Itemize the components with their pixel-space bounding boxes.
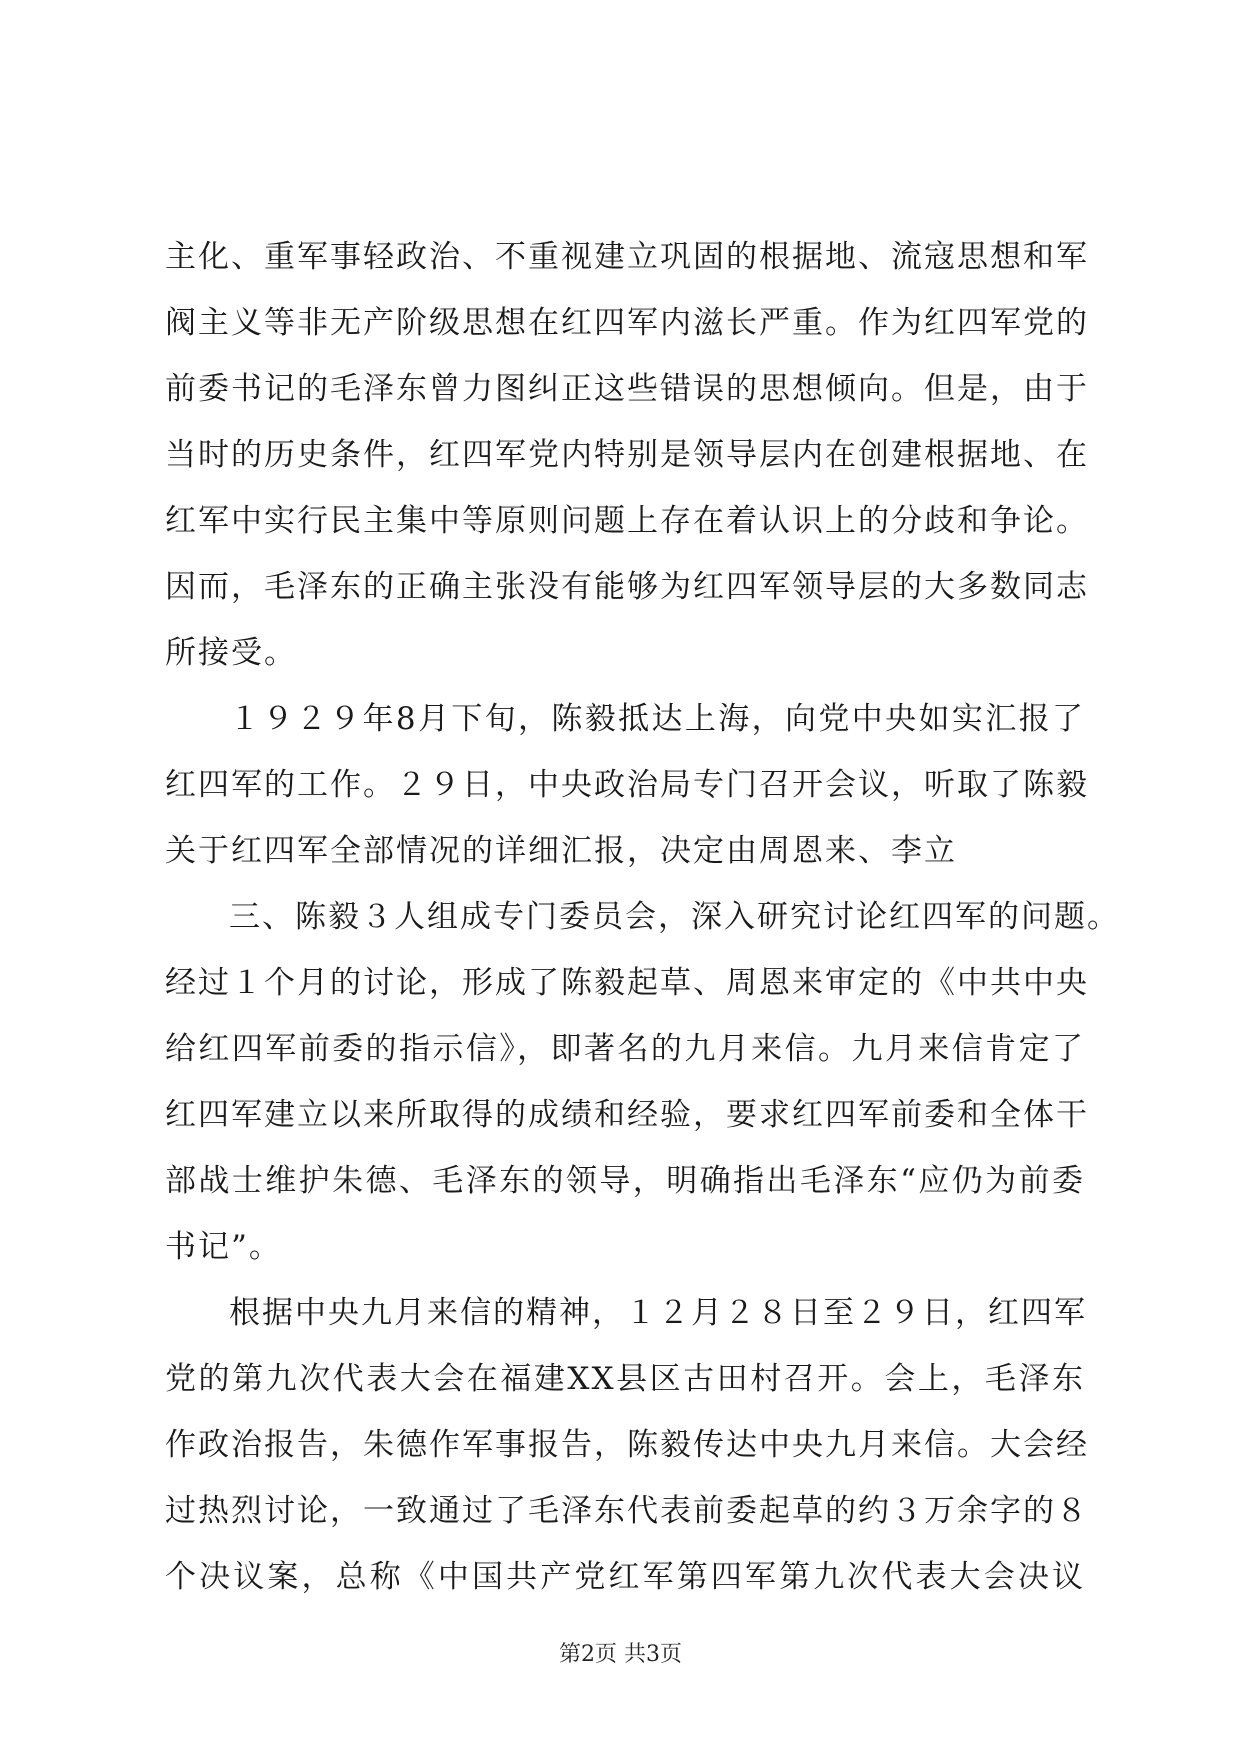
text-line: 主化、重军事轻政治、不重视建立巩固的根据地、流寇思想和军	[165, 239, 1089, 275]
text-line: 前委书记的毛泽东曾力图纠正这些错误的思想倾向。但是，由于	[165, 371, 1089, 407]
text-line: 所接受。	[165, 635, 297, 671]
text-line: 关于红四军全部情况的详细汇报，决定由周恩来、李立	[165, 833, 957, 869]
text-line: 经过１个月的讨论，形成了陈毅起草、周恩来审定的《中共中央	[165, 965, 1089, 1001]
page-footer: 第2页 共3页	[559, 1642, 682, 1667]
text-line: 红四军的工作。２９日，中央政治局专门召开会议，听取了陈毅	[165, 767, 1089, 803]
text-line: 党的第九次代表大会在福建XX县区古田村召开。会上，毛泽东	[165, 1361, 1085, 1397]
text-line: 书记”。	[165, 1229, 282, 1265]
text-line: 部战士维护朱德、毛泽东的领导，明确指出毛泽东“应仍为前委	[165, 1163, 1085, 1199]
text-line: 过热烈讨论，一致通过了毛泽东代表前委起草的约３万余字的８	[165, 1493, 1089, 1529]
text-line: 当时的历史条件，红四军党内特别是领导层内在创建根据地、在	[165, 437, 1089, 473]
text-line: 给红四军前委的指示信》，即著名的九月来信。九月来信肯定了	[165, 1031, 1085, 1067]
text-line: 阀主义等非无产阶级思想在红四军内滋长严重。作为红四军党的	[165, 305, 1089, 341]
text-line: 个决议案，总称《中国共产党红军第四军第九次代表大会决议	[165, 1559, 1085, 1595]
body-text	[165, 224, 1120, 1610]
text-line: 红军中实行民主集中等原则问题上存在着认识上的分歧和争论。	[165, 503, 1089, 539]
text-line: 作政治报告，朱德作军事报告，陈毅传达中央九月来信。大会经	[165, 1427, 1089, 1463]
text-line: 根据中央九月来信的精神，１２月２８日至２９日，红四军	[229, 1295, 1087, 1331]
text-line: １９２９年8月下旬，陈毅抵达上海，向党中央如实汇报了	[229, 701, 1085, 737]
text-line: 红四军建立以来所取得的成绩和经验，要求红四军前委和全体干	[165, 1097, 1089, 1133]
text-line: 因而，毛泽东的正确主张没有能够为红四军领导层的大多数同志	[165, 569, 1089, 605]
text-line: 三、陈毅３人组成专门委员会，深入研究讨论红四军的问题。	[229, 899, 1120, 935]
